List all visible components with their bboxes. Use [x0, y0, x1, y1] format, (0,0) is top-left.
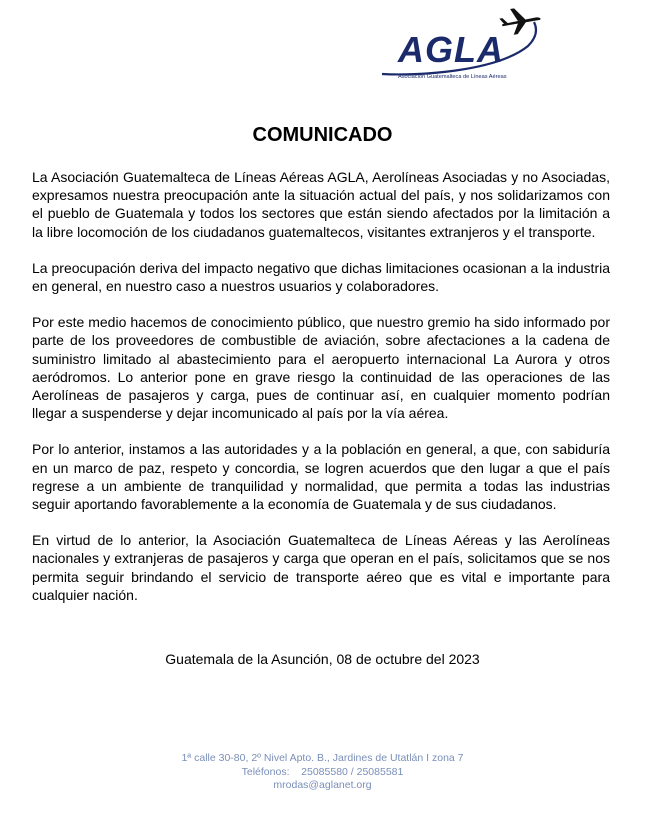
paragraph: Por lo anterior, instamos a las autoridades y a la población en general, a que, con sabiduría en un marco de paz, respeto y concordia, se logren acuerdos que den lugar a que el país regrese a un ambiente de tranquilidad y normalidad, que permita a todas las industrias seguir aportando favorablemente a la economía de Guatemala y de sus ciudadanos. [32, 441, 610, 513]
paragraph: Por este medio hacemos de conocimiento público, que nuestro gremio ha sido informado por parte de los proveedores de combustible de aviación, sobre afectaciones a la cadena de suministro limitado al abastecimiento para el aeropuerto internacional La Aurora y otros aeródromos. Lo anterior pone en grave riesgo la continuidad de las operaciones de las Aerolíneas de pasajeros y carga, pues de continuar así, en cualquier momento podrían llegar a suspenderse y dejar incomunicado al país por la vía aérea. [32, 314, 610, 422]
logo-subtitle: Asociación Guatemalteca de Líneas Aéreas [398, 74, 507, 80]
footer-address: 1ª calle 30-80, 2º Nivel Apto. B., Jardines de Utatlán I zona 7 [181, 752, 464, 764]
date-line: Guatemala de la Asunción, 08 de octubre del 2023 [165, 651, 480, 667]
agla-logo [376, 8, 546, 88]
paragraph: En virtud de lo anterior, la Asociación Guatemalteca de Líneas Aéreas y las Aerolíneas nacionales y extranjeras de pasajeros y carga que operan en el país, solicitamos que se nos permita seguir brindando el servicio de transporte aéreo que es vital e importante para cualquier nación. [32, 532, 610, 603]
document-title: COMUNICADO [252, 124, 393, 146]
footer-phones: Teléfonos: 25085580 / 25085581 [241, 765, 404, 778]
paragraph: La Asociación Guatemalteca de Líneas Aéreas AGLA, Aerolíneas Asociadas y no Asociadas, expresamos nuestra preocupación ante la situación actual del país, y nos solidarizamos con el pueblo de Guatemala y todos los sectores que están siendo afectados por la limitación a la libre locomoción de los ciudadanos guatemaltecos, visitantes extranjeros y el transporte. [32, 169, 610, 240]
logo-wordmark: AGLA [398, 29, 504, 70]
footer-email[interactable]: mrodas@aglanet.org [273, 779, 372, 791]
document-body [32, 168, 610, 622]
paragraph: La preocupación deriva del impacto negativo que dichas limitaciones ocasionan a la industria en general, en nuestro caso a nuestros usuarios y colaboradores. [32, 259, 610, 295]
footer [0, 752, 645, 793]
